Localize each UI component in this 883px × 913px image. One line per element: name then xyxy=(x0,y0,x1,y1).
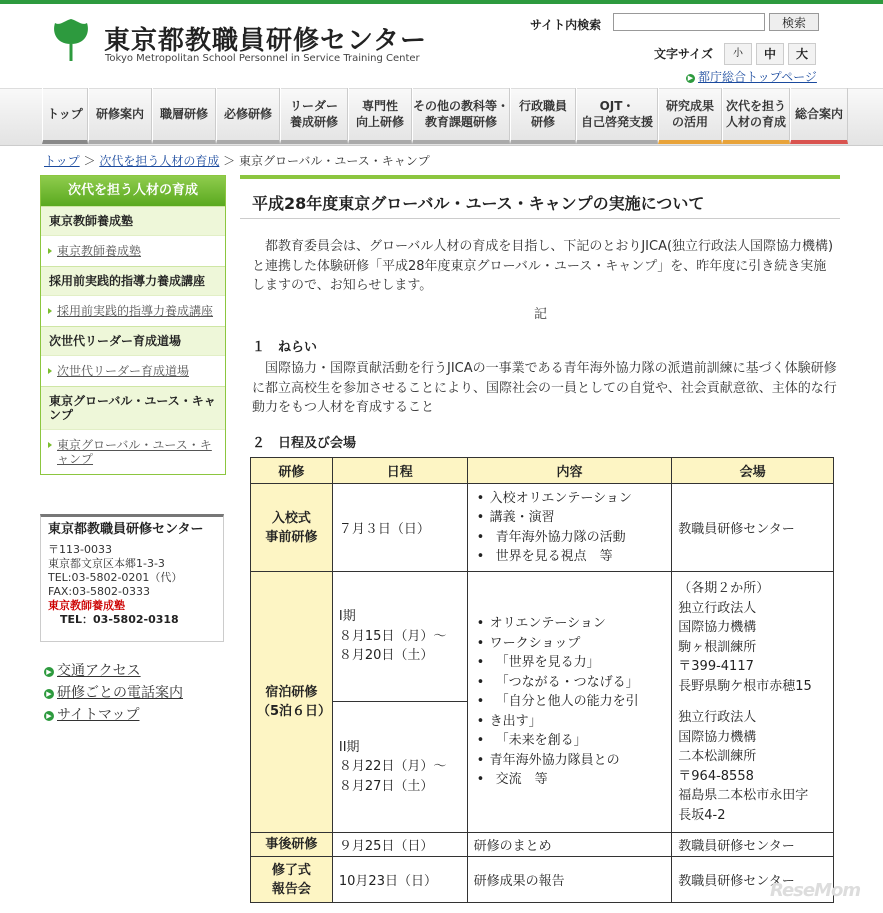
tocho-top-link-text[interactable]: 都庁総合トップページ xyxy=(698,70,817,84)
schedule-table xyxy=(250,457,834,903)
nav-item-3[interactable]: 職層研修 xyxy=(152,88,216,144)
list-item: • 講義・演習 xyxy=(490,508,666,528)
content-cell: 研修のまとめ xyxy=(467,833,672,857)
site-subtitle: Tokyo Metropolitan School Personnel in Service Training Center xyxy=(105,53,420,64)
sidebar-item-global-youth-camp[interactable] xyxy=(41,429,225,474)
row-heading xyxy=(251,572,333,833)
venue-line: 福島県二本松市永田字 xyxy=(678,788,809,803)
list-item: • オリエンテーション xyxy=(490,614,666,634)
breadcrumb-separator: ＞ xyxy=(223,154,236,168)
org-fax: FAX:03-5802-0333 xyxy=(48,585,151,598)
sidebar-item-next-leader-dojo[interactable] xyxy=(41,355,225,386)
table-row xyxy=(251,484,834,572)
venue-line: 長坂4-2 xyxy=(678,807,726,823)
date-cell: ９月25日（日） xyxy=(332,833,467,857)
venue-line: 長野県駒ケ根市赤穂15 xyxy=(678,678,812,694)
font-size-medium-button[interactable]: 中 xyxy=(756,43,784,65)
list-item: • ワークショップ xyxy=(490,634,666,654)
sidebar-item-label[interactable]: 次世代リーダー育成道場 xyxy=(57,364,190,378)
search-button[interactable]: 検索 xyxy=(769,13,819,31)
period-dates: ８月15日（月）～ xyxy=(338,628,447,644)
table-header-row xyxy=(251,458,834,484)
period-dates: ８月27日（土） xyxy=(338,778,434,794)
section-heading-schedule: ２ 日程及び会場 xyxy=(252,436,357,451)
sitemap-link[interactable] xyxy=(44,704,183,726)
date-cell xyxy=(332,572,467,702)
row-heading xyxy=(251,484,333,572)
search-label: サイト内検索 xyxy=(530,18,602,32)
row-heading-line: 事前研修 xyxy=(265,529,318,545)
period-label: II期 xyxy=(338,739,360,755)
sidebar-item-tokyo-teacher-juku[interactable] xyxy=(41,235,225,266)
nav-item-8[interactable]: 行政職員 研修 xyxy=(510,88,576,144)
venue-line: 二本松訓練所 xyxy=(678,749,757,764)
org-name: 東京都教職員研修センター xyxy=(48,522,204,537)
org-tel: TEL:03-5802-0201（代） xyxy=(48,571,183,584)
table-header: 研修 xyxy=(251,458,333,484)
resemom-watermark: ReseMom xyxy=(770,880,861,901)
list-subitem: • 「未来を創る」 xyxy=(490,731,666,751)
org-address: 東京都文京区本郷1-3-3 xyxy=(48,557,165,570)
intro-paragraph: 都教育委員会は、グローバル人材の育成を目指し、下記のとおりJICA(独立行政法人国際協力機構)と連携した体験研修「平成28年度東京グローバル・ユース・キャンプ」を、昨年度に引き続き実施しますので、お知らせします。 xyxy=(252,239,834,293)
font-size-small-button[interactable]: 小 xyxy=(724,43,752,65)
font-size-label: 文字サイズ xyxy=(654,47,714,61)
venue-cell: 教職員研修センター xyxy=(672,857,834,903)
period-label: I期 xyxy=(338,609,356,625)
venue-cell: 教職員研修センター xyxy=(672,833,834,857)
arrow-circle-icon: ▶ xyxy=(687,74,694,82)
venue-line: （各期２か所） xyxy=(678,581,770,596)
list-subitem: • 「つながる・つなげる」 xyxy=(490,673,666,693)
row-heading-line: 報告会 xyxy=(271,881,311,897)
venue-line: 国際協力機構 xyxy=(678,729,757,745)
nav-item-12[interactable]: 総合案内 xyxy=(790,88,848,144)
venue-line: 〒399-4117 xyxy=(678,659,754,674)
nav-item-9[interactable]: OJT・ 自己啓発支援 xyxy=(576,88,658,144)
font-size-large-button[interactable]: 大 xyxy=(788,43,816,65)
nav-item-1[interactable]: トップ xyxy=(42,88,88,144)
list-subitem: • 交流 等 xyxy=(490,770,666,790)
table-row xyxy=(251,857,834,903)
period-dates: ８月22日（月）～ xyxy=(338,759,447,775)
row-heading-line: 宿泊研修 xyxy=(265,685,318,700)
arrow-circle-icon: ▶ xyxy=(44,711,54,721)
access-link-text[interactable]: 交通アクセス xyxy=(57,663,141,679)
global-nav xyxy=(42,88,848,144)
venue-cell xyxy=(672,572,834,833)
nav-item-2[interactable]: 研修案内 xyxy=(88,88,152,144)
venue-line: 独立行政法人 xyxy=(678,600,757,616)
breadcrumb-parent[interactable]: 次代を担う人材の育成 xyxy=(99,154,220,168)
table-row xyxy=(251,833,834,857)
row-heading-line: （5泊６日） xyxy=(257,704,332,719)
venue-line: 駒ヶ根訓練所 xyxy=(678,639,757,655)
site-title[interactable]: 東京都教職員研修センター xyxy=(104,26,427,56)
page-title: 平成28年度東京グローバル・ユース・キャンプの実施について xyxy=(240,179,840,219)
sidebar-utility-links xyxy=(44,660,183,726)
venue-line: 独立行政法人 xyxy=(678,710,757,725)
list-subitem: • 青年海外協力隊の活動 xyxy=(490,528,666,548)
sidebar-item-label[interactable]: 東京教師養成塾 xyxy=(57,244,142,258)
list-subitem: • 「自分と他人の能力を引 xyxy=(490,692,666,712)
arrow-circle-icon: ▶ xyxy=(44,689,54,699)
ginkgo-leaf-icon[interactable] xyxy=(52,18,90,62)
content-cell: 研修成果の報告 xyxy=(467,857,672,903)
sidebar-heading[interactable]: 次代を担う人材の育成 xyxy=(41,176,225,206)
tocho-top-link[interactable] xyxy=(686,68,817,85)
nav-item-11[interactable]: 次代を担う 人材の育成 xyxy=(722,88,790,144)
nav-item-10[interactable]: 研究成果 の活用 xyxy=(658,88,722,144)
table-header: 日程 xyxy=(332,458,467,484)
sidebar-item-label[interactable]: 東京グローバル・ユース・キャンプ xyxy=(57,438,212,466)
list-item: • 青年海外協力隊員との xyxy=(490,751,666,771)
list-subitem: • 世界を見る視点 等 xyxy=(490,547,666,567)
nav-item-5[interactable]: リーダー 養成研修 xyxy=(280,88,348,144)
nav-item-4[interactable]: 必修研修 xyxy=(216,88,280,144)
list-item: • 入校オリエンテーション xyxy=(490,489,666,509)
access-link[interactable] xyxy=(44,660,183,682)
breadcrumb-current: 東京グローバル・ユース・キャンプ xyxy=(239,154,430,168)
sidebar-item-label[interactable]: 採用前実践的指導力養成講座 xyxy=(57,304,214,318)
row-heading-line: 入校式 xyxy=(271,510,311,526)
row-heading: 事後研修 xyxy=(251,833,333,857)
breadcrumb-separator: ＞ xyxy=(83,154,96,168)
table-header: 内容 xyxy=(467,458,672,484)
sidebar-item-pre-hire-course[interactable] xyxy=(41,295,225,326)
venue-line: 国際協力機構 xyxy=(678,620,757,635)
sidebar-category: 東京教師養成塾 xyxy=(41,206,225,235)
date-cell xyxy=(332,702,467,833)
juku-name: 東京教師養成塾 xyxy=(48,599,125,612)
section-heading-aim: １ ねらい xyxy=(252,340,318,355)
ki-marker: 記 xyxy=(534,307,548,322)
row-heading xyxy=(251,857,333,903)
org-contact-box xyxy=(40,514,224,642)
content-cell xyxy=(467,572,672,833)
nav-item-6[interactable]: 専門性 向上研修 xyxy=(348,88,412,144)
venue-line: 〒964-8558 xyxy=(678,768,754,784)
arrow-circle-icon: ▶ xyxy=(44,667,54,677)
sidebar-category: 採用前実践的指導力養成講座 xyxy=(41,266,225,295)
org-zip: 〒113-0033 xyxy=(48,543,112,556)
row-heading-line: 修了式 xyxy=(271,862,311,878)
breadcrumb xyxy=(44,152,430,169)
period-dates: ８月20日（土） xyxy=(338,648,434,664)
table-header: 会場 xyxy=(672,458,834,484)
venue-cell: 教職員研修センター xyxy=(672,484,834,572)
juku-tel: TEL：03-5802-0318 xyxy=(60,613,179,626)
list-subitem: • き出す」 xyxy=(490,712,666,732)
table-row xyxy=(251,572,834,702)
content-cell xyxy=(467,484,672,572)
sitemap-link-text[interactable]: サイトマップ xyxy=(57,707,140,723)
breadcrumb-home[interactable]: トップ xyxy=(44,154,80,168)
phone-guide-link-text[interactable]: 研修ごとの電話案内 xyxy=(57,685,183,701)
sidebar-nav xyxy=(40,175,226,475)
sidebar-category: 次世代リーダー育成道場 xyxy=(41,326,225,355)
aim-paragraph: 国際協力・国際貢献活動を行うJICAの一事業である青年海外協力隊の派遣前訓練に基づく体験研修に都立高校生を参加させることにより、国際社会の一員としての自覚や、社会貢献意欲、主体的な行動力をもつ人材を育成すること xyxy=(252,361,837,415)
list-subitem: • 「世界を見る力」 xyxy=(490,653,666,673)
search-input[interactable] xyxy=(613,13,765,31)
date-cell: ７月３日（日） xyxy=(332,484,467,572)
date-cell: 10月23日（日） xyxy=(332,857,467,903)
sidebar-category: 東京グローバル・ユース・キャンプ xyxy=(41,386,225,429)
phone-guide-link[interactable] xyxy=(44,682,183,704)
nav-item-7[interactable]: その他の教科等・ 教育課題研修 xyxy=(412,88,510,144)
top-accent-bar xyxy=(0,0,883,4)
